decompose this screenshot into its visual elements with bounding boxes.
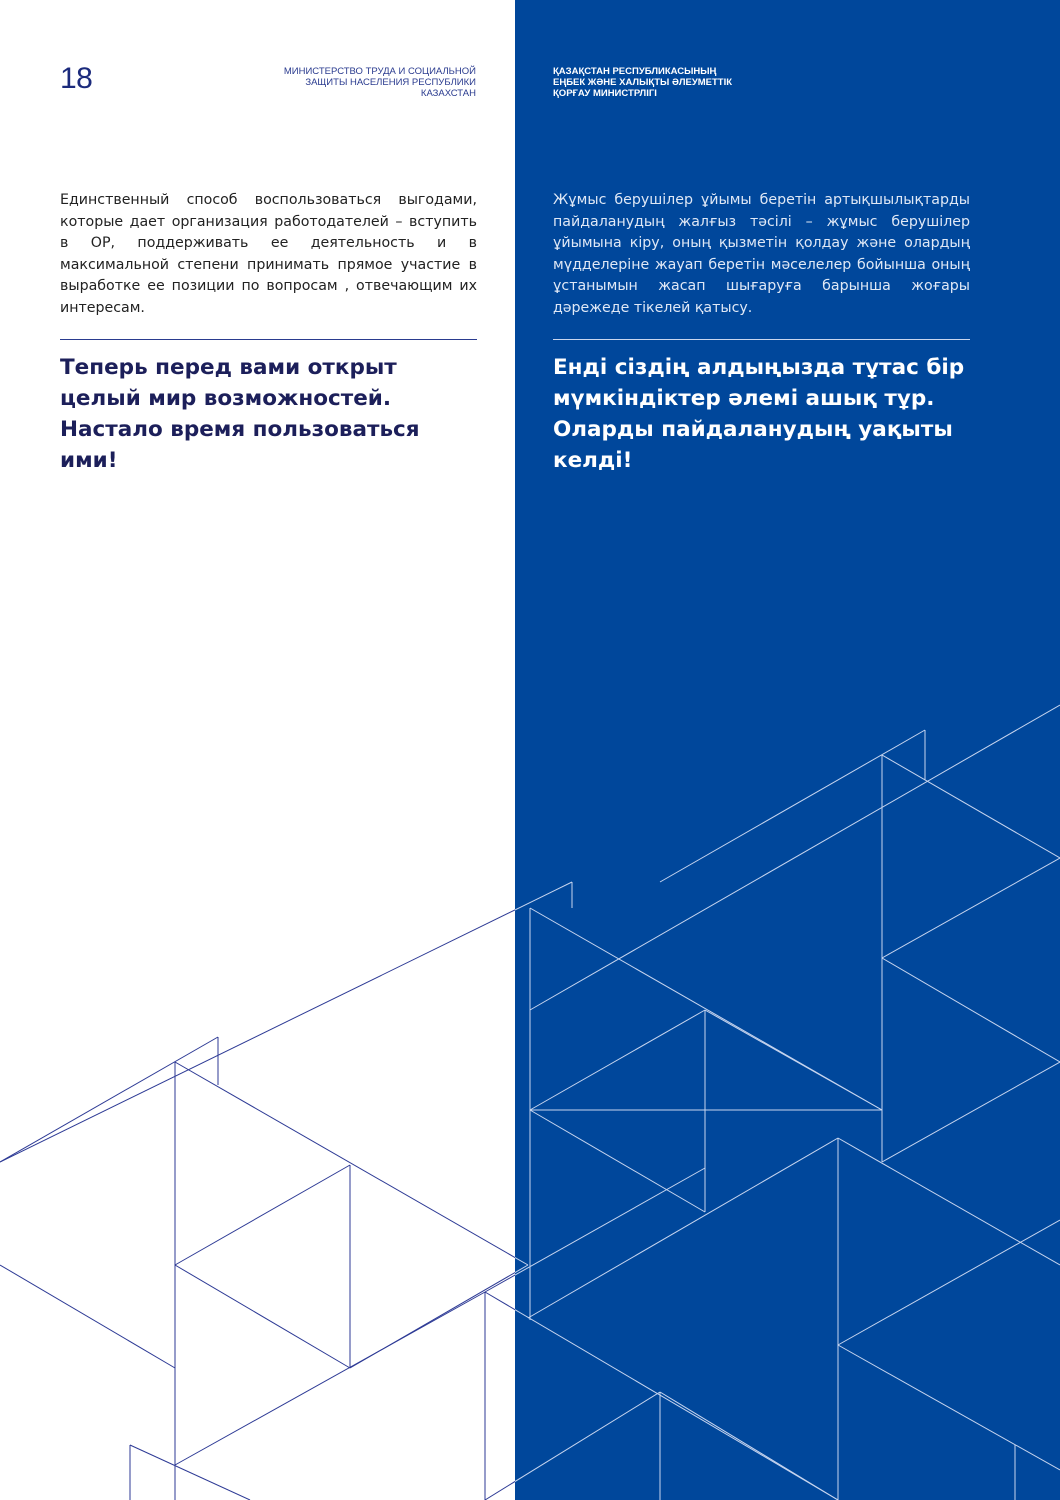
ministry-header-ru: МИНИСТЕРСТВО ТРУДА И СОЦИАЛЬНОЙ ЗАЩИТЫ НАСЕЛЕНИЯ РЕСПУБЛИКИ КАЗАХСТАН [283,66,476,99]
divider-kz [553,339,970,340]
body-paragraph-ru: Единственный способ воспользоваться выгодами, которые дает организация работодателей – вступить в ОР, поддерживать ее деятельность и в максимальной степени принимать прямое участие в выработке ее позиции по вопросам , отвечающим их интересам. [60,192,477,316]
headline-ru: Теперь перед вами открыт целый мир возможностей. Настало время пользоваться ими! [60,355,420,473]
ministry-header-kz: ҚАЗАҚСТАН РЕСПУБЛИКАСЫНЫҢ ЕҢБЕК ЖӘНЕ ХАЛЫҚТЫ ӘЛЕУМЕТТІК ҚОРҒАУ МИНИСТРЛІГІ [553,66,733,99]
headline-kz: Енді сіздің алдыңызда тұтас бір мүмкіндіктер әлемі ашық тұр. Оларды пайдаланудың уақыты келді! [553,355,965,473]
body-paragraph-kz: Жұмыс берушілер ұйымы беретін артықшылықтарды пайдаланудың жалғыз тәсілі – жұмыс берушілер ұйымына кіру, оның қызметін қолдау және олардың мүдделеріне жауап беретін мәселелер бойынша оның ұстанымын жасап шығаруға барынша жоғары дәрежеде тікелей қатысу. [553,192,970,316]
page-number: 18 [60,62,93,95]
divider-ru [60,339,477,340]
